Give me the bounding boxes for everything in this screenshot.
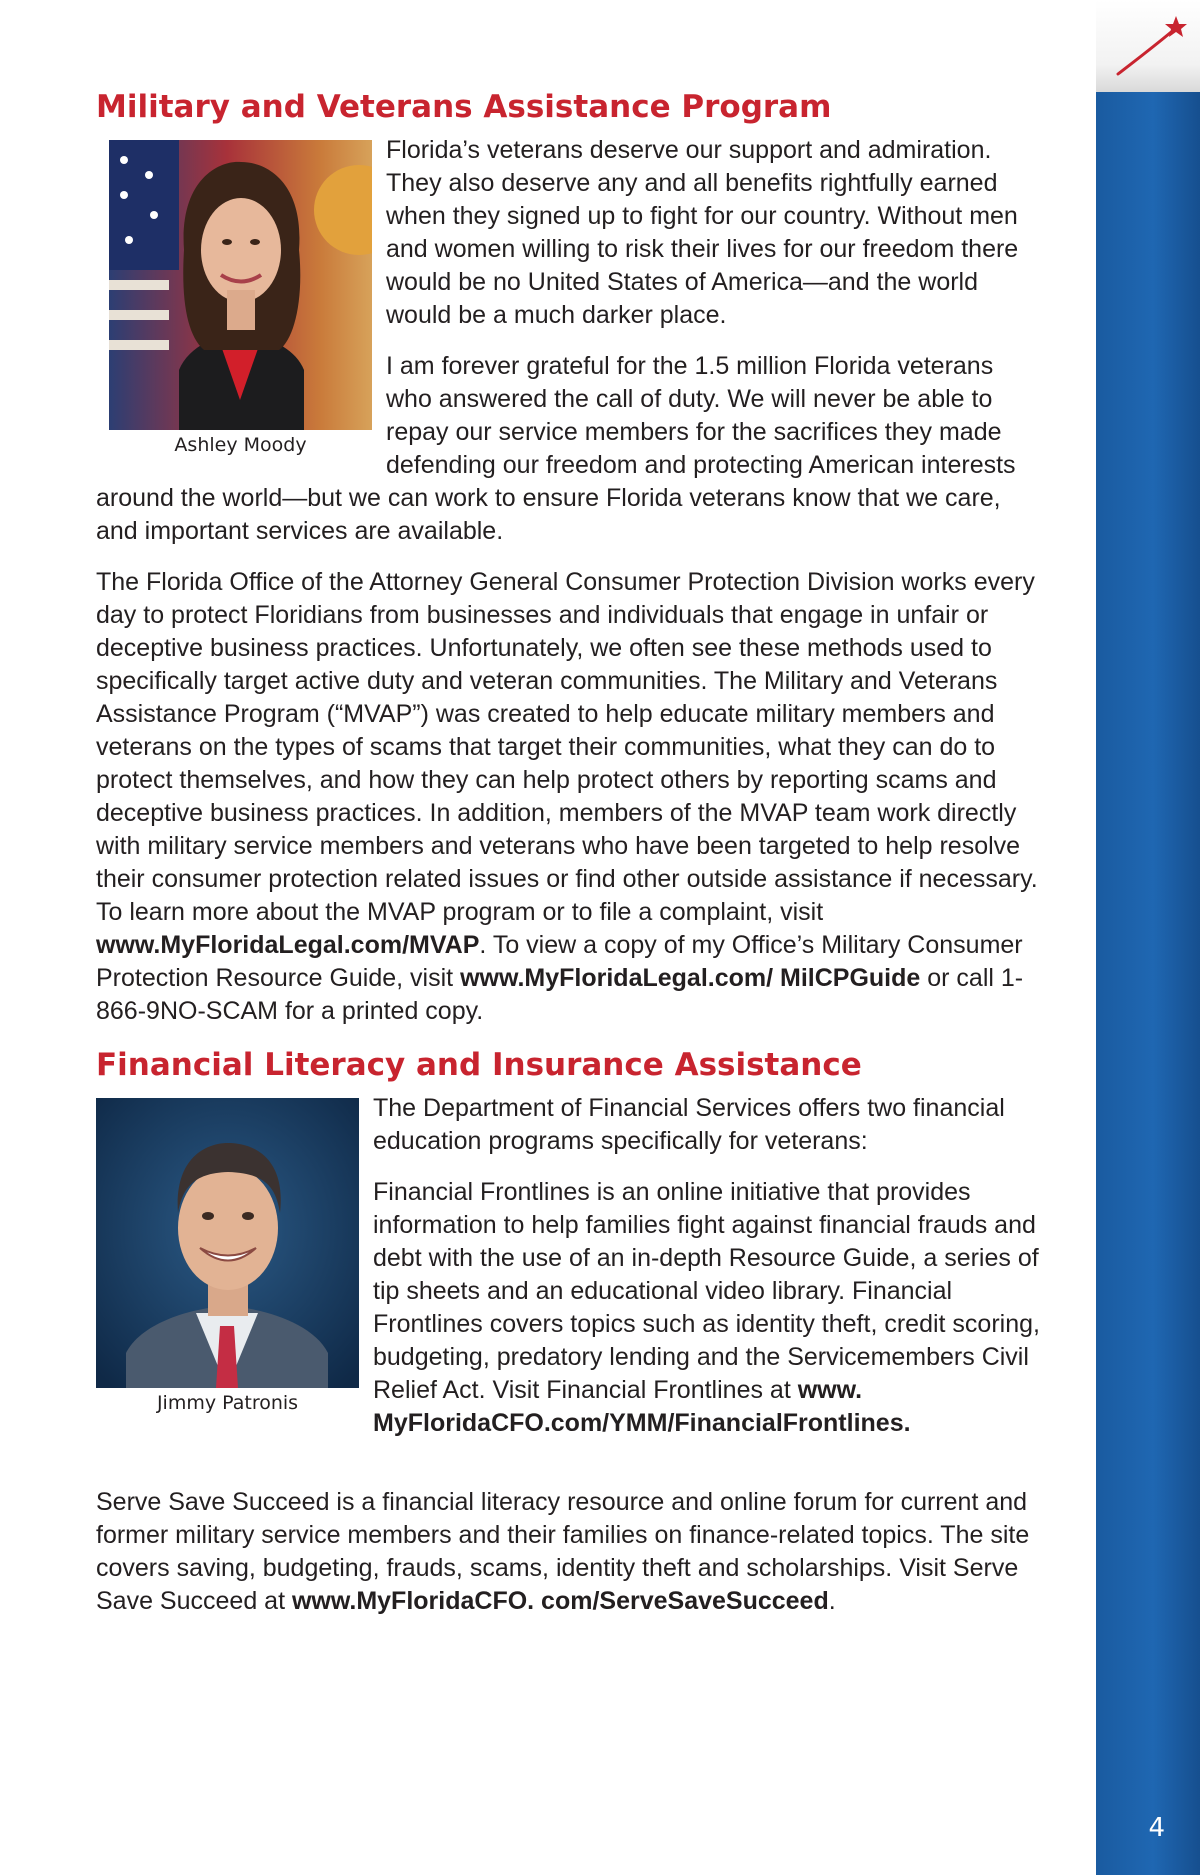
section-title-mvap: Military and Veterans Assistance Program xyxy=(96,89,832,125)
financial-paragraph-3-end: . xyxy=(828,1587,836,1615)
shooting-star-logo-icon xyxy=(1096,0,1200,92)
financial-paragraph-1: The Department of Financial Services offers two financial education programs specifically for veterans: xyxy=(373,1094,1005,1155)
mvap-paragraph-3-text: The Florida Office of the Attorney General Consumer Protection Division works every day to protect Floridians from businesses and individuals that engage in unfair or deceptive business practices. Unfortunately, we often see these methods used to specifically target active duty and veteran communities. The Military and Veterans Assistance Program (“MVAP”) was created to help educate military members and veterans on the types of scams that target their communities, what they can do to protect themselves, and how they can help protect others by reporting scams and deceptive business practices. In addition, members of the MVAP team work directly with military service members and veterans who have been targeted to help resolve their consumer protection related issues or find other outside assistance if necessary. To learn more about the MVAP program or to file a complaint, visit xyxy=(96,568,1038,926)
sidebar-logo-tab xyxy=(1096,0,1200,92)
photo-caption-patronis: Jimmy Patronis xyxy=(156,1392,299,1414)
section-title-financial-literacy: Financial Literacy and Insurance Assistance xyxy=(96,1047,862,1083)
page-content xyxy=(96,88,1044,1636)
mvap-link[interactable]: www.MyFloridaLegal.com/MVAP xyxy=(96,931,480,959)
mvap-paragraph-2: I am forever grateful for the 1.5 million Florida veterans who answered the call of duty. We will never be able to repay our service members for the sacrifices they made defending our freedom and protecting American interests around the world—but we can work to ensure Florida veterans know that we care, and important services are available. xyxy=(96,352,1016,545)
portrait-figure-moody xyxy=(109,140,372,458)
mvap-paragraph-3 xyxy=(96,566,1044,1028)
serve-save-succeed-link[interactable]: www.MyFloridaCFO. com/ServeSaveSucceed xyxy=(291,1587,829,1615)
financial-paragraph-3 xyxy=(96,1486,1044,1618)
financial-paragraph-2-text: Financial Frontlines is an online initiative that provides information to help families fight against financial frauds and debt with the use of an in-depth Resource Guide, a series of tip sheets and an educational video library. Financial Frontlines covers topics such as identity theft, credit scoring, budgeting, predatory lending and the Servicemembers Civil Relief Act. Visit Financial Frontlines at xyxy=(373,1178,1040,1404)
portrait-photo-patronis xyxy=(96,1098,359,1388)
milcpguide-link[interactable]: www.MyFloridaLegal.com/ MilCPGuide xyxy=(460,964,921,992)
mvap-paragraph-3-end: or call 1-866-9NO-SCAM for a printed copy. xyxy=(96,964,1024,1025)
portrait-figure-patronis xyxy=(96,1098,359,1416)
photo-caption-moody: Ashley Moody xyxy=(174,434,307,456)
right-sidebar-band xyxy=(1096,0,1200,1875)
financial-frontlines-link[interactable]: www. MyFloridaCFO.com/YMM/FinancialFrontlines. xyxy=(373,1376,911,1437)
financial-paragraph-3-text: Serve Save Succeed is a financial literacy resource and online forum for current and former military service members and their families on finance-related topics. The site covers saving, budgeting, frauds, scams, identity theft and scholarships. Visit Serve Save Succeed at xyxy=(96,1488,1030,1615)
page-number: 4 xyxy=(1148,1813,1165,1843)
mvap-paragraph-1: Florida’s veterans deserve our support and admiration. They also deserve any and all benefits rightfully earned when they signed up to fight for our country. Without men and women willing to risk their lives for our freedom there would be no United States of America—and the world would be a much darker place. xyxy=(386,136,1019,329)
mvap-paragraph-3-mid: . To view a copy of my Office’s Military Consumer Protection Resource Guide, visit xyxy=(96,931,1023,992)
portrait-photo-moody xyxy=(109,140,372,430)
